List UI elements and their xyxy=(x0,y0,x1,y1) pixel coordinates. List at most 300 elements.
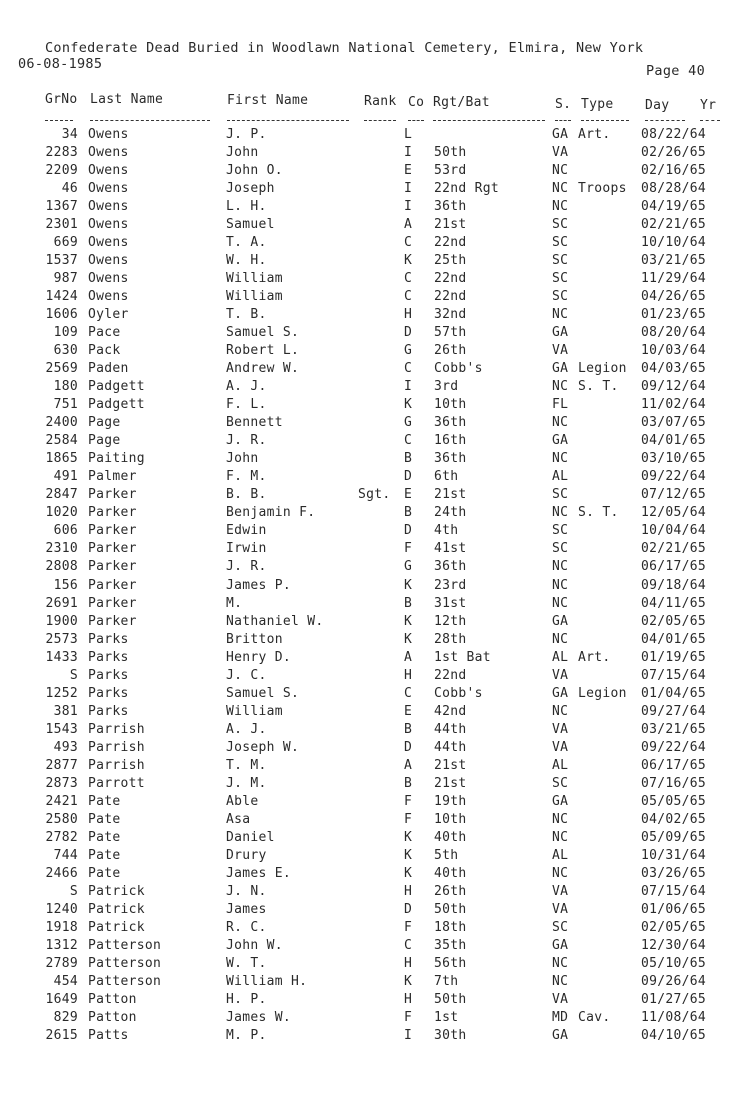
last-name-cell: Owens xyxy=(88,145,129,161)
company-cell: D xyxy=(404,901,413,917)
regiment-battalion-cell: 36th xyxy=(434,415,467,431)
grave-number-cell: 2789 xyxy=(45,955,78,971)
company-cell: F xyxy=(404,919,413,935)
state-cell: NC xyxy=(552,865,569,881)
last-name-cell: Pate xyxy=(88,793,121,809)
last-name-cell: Owens xyxy=(88,271,129,287)
last-name-cell: Patterson xyxy=(88,973,162,989)
first-name-cell: R. C. xyxy=(226,919,267,935)
last-name-cell: Patrick xyxy=(88,919,145,935)
company-cell: C xyxy=(404,361,413,377)
first-name-cell: Daniel xyxy=(226,829,275,845)
regiment-battalion-cell: 35th xyxy=(434,937,467,953)
header-rule-state xyxy=(555,120,571,121)
state-cell: SC xyxy=(552,487,569,503)
header-rule-rank xyxy=(364,120,396,121)
state-cell: GA xyxy=(552,793,569,809)
last-name-cell: Padgett xyxy=(88,379,145,395)
last-name-cell: Parker xyxy=(88,487,137,503)
grave-number-cell: 2310 xyxy=(45,541,78,557)
grave-number-cell: S xyxy=(69,883,78,899)
table-row xyxy=(0,541,750,559)
death-date-cell: 04/01/65 xyxy=(641,433,707,449)
state-cell: VA xyxy=(552,991,569,1007)
table-row xyxy=(0,487,750,505)
grave-number-cell: 1918 xyxy=(45,919,78,935)
regiment-battalion-cell: 36th xyxy=(434,451,467,467)
grave-number-cell: 1240 xyxy=(45,901,78,917)
grave-number-cell: 1649 xyxy=(45,991,78,1007)
first-name-cell: H. P. xyxy=(226,991,267,1007)
first-name-cell: James xyxy=(226,901,267,917)
grave-number-cell: 2400 xyxy=(45,415,78,431)
last-name-cell: Padgett xyxy=(88,397,145,413)
table-row xyxy=(0,415,750,433)
grave-number-cell: 491 xyxy=(53,469,78,485)
first-name-cell: Andrew W. xyxy=(226,361,300,377)
company-cell: E xyxy=(404,163,413,179)
company-cell: G xyxy=(404,415,413,431)
table-row xyxy=(0,433,750,451)
regiment-battalion-cell: 41st xyxy=(434,541,467,557)
table-row xyxy=(0,451,750,469)
death-date-cell: 03/07/65 xyxy=(641,415,707,431)
first-name-cell: J. N. xyxy=(226,883,267,899)
first-name-cell: M. P. xyxy=(226,1028,267,1043)
state-cell: NC xyxy=(552,631,569,647)
death-date-cell: 08/20/64 xyxy=(641,325,707,341)
first-name-cell: William H. xyxy=(226,973,308,989)
death-date-cell: 09/22/64 xyxy=(641,469,707,485)
last-name-cell: Pate xyxy=(88,847,121,863)
table-row xyxy=(0,325,750,343)
table-row xyxy=(0,307,750,325)
table-row xyxy=(0,956,750,974)
first-name-cell: Irwin xyxy=(226,541,267,557)
death-date-cell: 01/06/65 xyxy=(641,901,707,917)
first-name-cell: F. M. xyxy=(226,469,267,485)
state-cell: NC xyxy=(552,829,569,845)
first-name-cell: Drury xyxy=(226,847,267,863)
first-name-cell: T. M. xyxy=(226,757,267,773)
company-cell: I xyxy=(404,1028,413,1043)
company-cell: K xyxy=(404,865,413,881)
regiment-battalion-cell: 32nd xyxy=(434,307,467,323)
regiment-battalion-cell: 18th xyxy=(434,919,467,935)
first-name-cell: Britton xyxy=(226,631,283,647)
header-rule-yr xyxy=(700,120,720,121)
first-name-cell: J. P. xyxy=(226,127,267,142)
state-cell: NC xyxy=(552,505,569,521)
first-name-cell: Benjamin F. xyxy=(226,505,316,521)
table-row xyxy=(0,559,750,577)
death-date-cell: 09/27/64 xyxy=(641,703,707,719)
grave-number-cell: 2421 xyxy=(45,793,78,809)
state-cell: AL xyxy=(552,757,569,773)
first-name-cell: W. T. xyxy=(226,955,267,971)
death-date-cell: 11/02/64 xyxy=(641,397,707,413)
company-cell: I xyxy=(404,145,413,161)
regiment-battalion-cell: 22nd Rgt xyxy=(434,181,500,197)
regiment-battalion-cell: 50th xyxy=(434,145,467,161)
death-date-cell: 04/02/65 xyxy=(641,811,707,827)
table-row xyxy=(0,740,750,758)
grave-number-cell: 2808 xyxy=(45,559,78,575)
header-rule-rgt-bat xyxy=(433,120,545,121)
last-name-cell: Parrish xyxy=(88,721,145,737)
last-name-cell: Patton xyxy=(88,991,137,1007)
first-name-cell: John O. xyxy=(226,163,283,179)
table-row xyxy=(0,830,750,848)
first-name-cell: Samuel S. xyxy=(226,685,300,701)
header-rule-first-name xyxy=(227,120,349,121)
table-row xyxy=(0,596,750,614)
grave-number-cell: 1020 xyxy=(45,505,78,521)
table-row xyxy=(0,505,750,523)
regiment-battalion-cell: Cobb's xyxy=(434,361,483,377)
death-date-cell: 06/17/65 xyxy=(641,757,707,773)
regiment-battalion-cell: 16th xyxy=(434,433,467,449)
state-cell: GA xyxy=(552,937,569,953)
regiment-battalion-cell: 10th xyxy=(434,397,467,413)
state-cell: AL xyxy=(552,847,569,863)
table-row xyxy=(0,614,750,632)
state-cell: GA xyxy=(552,1028,569,1043)
last-name-cell: Parks xyxy=(88,649,129,665)
first-name-cell: Henry D. xyxy=(226,649,292,665)
state-cell: FL xyxy=(552,397,569,413)
first-name-cell: Joseph xyxy=(226,181,275,197)
regiment-battalion-cell: 40th xyxy=(434,865,467,881)
death-date-cell: 04/26/65 xyxy=(641,289,707,305)
rank-cell: Sgt. xyxy=(358,487,391,503)
grave-number-cell: 381 xyxy=(53,703,78,719)
company-cell: K xyxy=(404,847,413,863)
death-date-cell: 11/29/64 xyxy=(641,271,707,287)
regiment-battalion-cell: 40th xyxy=(434,829,467,845)
death-date-cell: 01/04/65 xyxy=(641,685,707,701)
death-date-cell: 12/05/64 xyxy=(641,505,707,521)
state-cell: AL xyxy=(552,649,569,665)
regiment-battalion-cell: 22nd xyxy=(434,667,467,683)
col-header-type: Type xyxy=(581,97,614,112)
last-name-cell: Owens xyxy=(88,181,129,197)
company-cell: C xyxy=(404,289,413,305)
company-cell: H xyxy=(404,667,413,683)
grave-number-cell: 1312 xyxy=(45,937,78,953)
table-row xyxy=(0,704,750,722)
table-row xyxy=(0,1028,750,1046)
regiment-battalion-cell: 22nd xyxy=(434,235,467,251)
company-cell: E xyxy=(404,703,413,719)
first-name-cell: J. R. xyxy=(226,559,267,575)
first-name-cell: John xyxy=(226,145,259,161)
grave-number-cell: 2877 xyxy=(45,757,78,773)
col-header-rank: Rank xyxy=(364,94,397,109)
last-name-cell: Patrick xyxy=(88,901,145,917)
table-row xyxy=(0,848,750,866)
first-name-cell: J. C. xyxy=(226,667,267,683)
grave-number-cell: 2573 xyxy=(45,631,78,647)
regiment-battalion-cell: 21st xyxy=(434,487,467,503)
company-cell: C xyxy=(404,271,413,287)
table-row xyxy=(0,1010,750,1028)
first-name-cell: Able xyxy=(226,793,259,809)
death-date-cell: 05/09/65 xyxy=(641,829,707,845)
table-row xyxy=(0,163,750,181)
grave-number-cell: 454 xyxy=(53,973,78,989)
header-rule-grno xyxy=(45,120,73,121)
grave-number-cell: 630 xyxy=(53,343,78,359)
last-name-cell: Patterson xyxy=(88,955,162,971)
regiment-battalion-cell: 6th xyxy=(434,469,459,485)
first-name-cell: Samuel S. xyxy=(226,325,300,341)
death-date-cell: 10/03/64 xyxy=(641,343,707,359)
company-cell: L xyxy=(404,127,413,142)
regiment-battalion-cell: 44th xyxy=(434,721,467,737)
last-name-cell: Page xyxy=(88,415,121,431)
grave-number-cell: 2615 xyxy=(45,1028,78,1043)
death-date-cell: 01/19/65 xyxy=(641,649,707,665)
state-cell: GA xyxy=(552,361,569,377)
first-name-cell: J. R. xyxy=(226,433,267,449)
first-name-cell: William xyxy=(226,271,283,287)
last-name-cell: Parrish xyxy=(88,757,145,773)
grave-number-cell: 2782 xyxy=(45,829,78,845)
regiment-battalion-cell: 36th xyxy=(434,559,467,575)
grave-number-cell: 751 xyxy=(53,397,78,413)
state-cell: SC xyxy=(552,217,569,233)
state-cell: VA xyxy=(552,739,569,755)
state-cell: GA xyxy=(552,685,569,701)
last-name-cell: Owens xyxy=(88,199,129,215)
first-name-cell: James P. xyxy=(226,577,292,593)
regiment-battalion-cell: 53rd xyxy=(434,163,467,179)
grave-number-cell: 2466 xyxy=(45,865,78,881)
first-name-cell: B. B. xyxy=(226,487,267,503)
table-row xyxy=(0,776,750,794)
death-date-cell: 03/26/65 xyxy=(641,865,707,881)
col-header-rgt-bat: Rgt/Bat xyxy=(433,95,490,110)
regiment-battalion-cell: 23rd xyxy=(434,577,467,593)
death-date-cell: 03/21/65 xyxy=(641,253,707,269)
header-rule-type xyxy=(581,120,629,121)
grave-number-cell: 1367 xyxy=(45,199,78,215)
first-name-cell: A. J. xyxy=(226,379,267,395)
last-name-cell: Paden xyxy=(88,361,129,377)
death-date-cell: 02/26/65 xyxy=(641,145,707,161)
state-cell: VA xyxy=(552,901,569,917)
first-name-cell: T. B. xyxy=(226,307,267,323)
company-cell: F xyxy=(404,1009,413,1025)
unit-type-cell: Art. xyxy=(578,127,611,142)
col-header-yr: Yr xyxy=(700,98,717,113)
table-row xyxy=(0,199,750,217)
regiment-battalion-cell: 21st xyxy=(434,775,467,791)
last-name-cell: Parker xyxy=(88,613,137,629)
col-header-last-name: Last Name xyxy=(90,92,164,107)
death-date-cell: 07/12/65 xyxy=(641,487,707,503)
last-name-cell: Page xyxy=(88,433,121,449)
state-cell: NC xyxy=(552,811,569,827)
table-row xyxy=(0,181,750,199)
last-name-cell: Owens xyxy=(88,235,129,251)
regiment-battalion-cell: 56th xyxy=(434,955,467,971)
company-cell: G xyxy=(404,343,413,359)
company-cell: I xyxy=(404,181,413,197)
company-cell: H xyxy=(404,307,413,323)
page-number: Page 40 xyxy=(646,63,705,79)
company-cell: D xyxy=(404,523,413,539)
regiment-battalion-cell: 21st xyxy=(434,757,467,773)
unit-type-cell: Cav. xyxy=(578,1009,611,1025)
table-row xyxy=(0,884,750,902)
state-cell: AL xyxy=(552,469,569,485)
last-name-cell: Palmer xyxy=(88,469,137,485)
col-header-state: S. xyxy=(555,97,572,112)
table-row xyxy=(0,361,750,379)
company-cell: B xyxy=(404,775,413,791)
table-row xyxy=(0,668,750,686)
death-date-cell: 02/16/65 xyxy=(641,163,707,179)
grave-number-cell: 829 xyxy=(53,1009,78,1025)
table-row xyxy=(0,938,750,956)
grave-number-cell: 1900 xyxy=(45,613,78,629)
first-name-cell: J. M. xyxy=(226,775,267,791)
last-name-cell: Parks xyxy=(88,631,129,647)
state-cell: SC xyxy=(552,253,569,269)
regiment-battalion-cell: 50th xyxy=(434,991,467,1007)
col-header-day: Day xyxy=(645,98,670,113)
grave-number-cell: 1424 xyxy=(45,289,78,305)
state-cell: NC xyxy=(552,559,569,575)
death-date-cell: 01/23/65 xyxy=(641,307,707,323)
death-date-cell: 08/28/64 xyxy=(641,181,707,197)
state-cell: NC xyxy=(552,595,569,611)
company-cell: D xyxy=(404,469,413,485)
grave-number-cell: 606 xyxy=(53,523,78,539)
last-name-cell: Owens xyxy=(88,217,129,233)
company-cell: F xyxy=(404,811,413,827)
last-name-cell: Parker xyxy=(88,595,137,611)
grave-number-cell: 2873 xyxy=(45,775,78,791)
grave-number-cell: 2584 xyxy=(45,433,78,449)
table-row xyxy=(0,650,750,668)
first-name-cell: Bennett xyxy=(226,415,283,431)
last-name-cell: Parker xyxy=(88,577,137,593)
last-name-cell: Owens xyxy=(88,253,129,269)
company-cell: H xyxy=(404,991,413,1007)
death-date-cell: 04/10/65 xyxy=(641,1028,707,1043)
table-row xyxy=(0,217,750,235)
table-row xyxy=(0,722,750,740)
last-name-cell: Paiting xyxy=(88,451,145,467)
state-cell: GA xyxy=(552,325,569,341)
death-date-cell: 09/22/64 xyxy=(641,739,707,755)
table-row xyxy=(0,812,750,830)
last-name-cell: Patrick xyxy=(88,883,145,899)
grave-number-cell: 2580 xyxy=(45,811,78,827)
company-cell: C xyxy=(404,937,413,953)
last-name-cell: Owens xyxy=(88,127,129,142)
regiment-battalion-cell: 44th xyxy=(434,739,467,755)
regiment-battalion-cell: 1st xyxy=(434,1009,459,1025)
col-header-first-name: First Name xyxy=(227,93,309,108)
company-cell: D xyxy=(404,325,413,341)
last-name-cell: Parrott xyxy=(88,775,145,791)
state-cell: NC xyxy=(552,307,569,323)
document-date: 06-08-1985 xyxy=(18,56,103,72)
state-cell: NC xyxy=(552,955,569,971)
table-row xyxy=(0,686,750,704)
death-date-cell: 04/03/65 xyxy=(641,361,707,377)
header-rule-last-name xyxy=(90,120,210,121)
regiment-battalion-cell: 10th xyxy=(434,811,467,827)
state-cell: VA xyxy=(552,721,569,737)
first-name-cell: William xyxy=(226,289,283,305)
regiment-battalion-cell: 50th xyxy=(434,901,467,917)
grave-number-cell: 1433 xyxy=(45,649,78,665)
table-row xyxy=(0,271,750,289)
state-cell: GA xyxy=(552,433,569,449)
table-row xyxy=(0,992,750,1010)
regiment-battalion-cell: 7th xyxy=(434,973,459,989)
table-row xyxy=(0,253,750,271)
first-name-cell: Edwin xyxy=(226,523,267,539)
last-name-cell: Parks xyxy=(88,685,129,701)
state-cell: VA xyxy=(552,343,569,359)
state-cell: NC xyxy=(552,199,569,215)
company-cell: A xyxy=(404,217,413,233)
table-row xyxy=(0,397,750,415)
company-cell: B xyxy=(404,451,413,467)
last-name-cell: Patterson xyxy=(88,937,162,953)
grave-number-cell: 156 xyxy=(53,577,78,593)
death-date-cell: 04/01/65 xyxy=(641,631,707,647)
first-name-cell: F. L. xyxy=(226,397,267,413)
regiment-battalion-cell: 4th xyxy=(434,523,459,539)
table-row xyxy=(0,632,750,650)
death-date-cell: 07/15/64 xyxy=(641,667,707,683)
table-row xyxy=(0,866,750,884)
last-name-cell: Pace xyxy=(88,325,121,341)
company-cell: C xyxy=(404,685,413,701)
death-date-cell: 05/10/65 xyxy=(641,955,707,971)
grave-number-cell: 2569 xyxy=(45,361,78,377)
death-date-cell: 07/16/65 xyxy=(641,775,707,791)
table-row xyxy=(0,902,750,920)
last-name-cell: Pack xyxy=(88,343,121,359)
state-cell: VA xyxy=(552,667,569,683)
last-name-cell: Parker xyxy=(88,505,137,521)
grave-number-cell: 2283 xyxy=(45,145,78,161)
company-cell: K xyxy=(404,253,413,269)
grave-number-cell: 180 xyxy=(53,379,78,395)
regiment-battalion-cell: 28th xyxy=(434,631,467,647)
regiment-battalion-cell: 31st xyxy=(434,595,467,611)
death-date-cell: 03/10/65 xyxy=(641,451,707,467)
regiment-battalion-cell: 5th xyxy=(434,847,459,863)
regiment-battalion-cell: 24th xyxy=(434,505,467,521)
company-cell: B xyxy=(404,721,413,737)
first-name-cell: Nathaniel W. xyxy=(226,613,324,629)
death-date-cell: 06/17/65 xyxy=(641,559,707,575)
document-title: Confederate Dead Buried in Woodlawn National Cemetery, Elmira, New York xyxy=(45,40,644,56)
table-row xyxy=(0,379,750,397)
regiment-battalion-cell: 36th xyxy=(434,199,467,215)
last-name-cell: Parker xyxy=(88,541,137,557)
last-name-cell: Owens xyxy=(88,163,129,179)
